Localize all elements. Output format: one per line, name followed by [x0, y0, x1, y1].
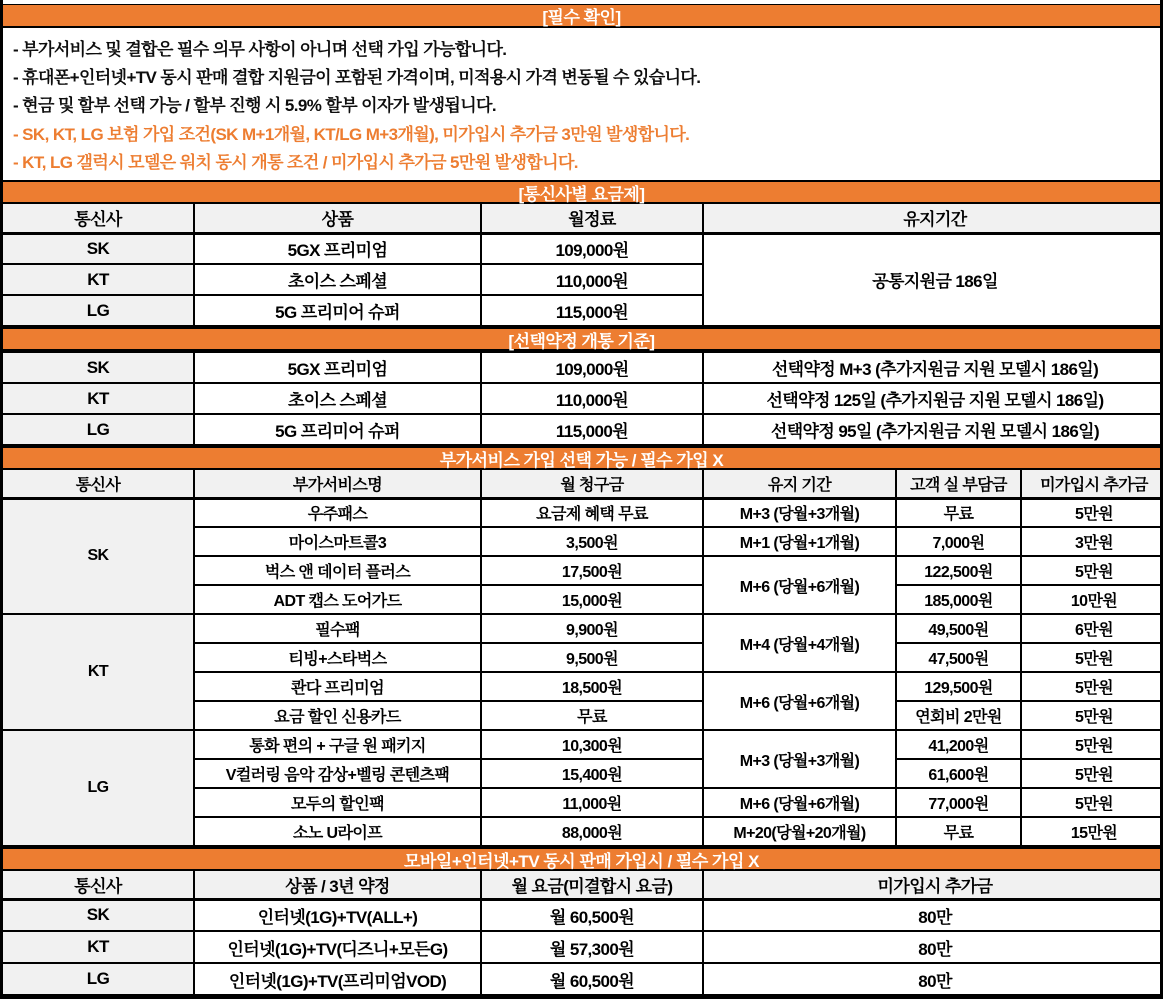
- monthly-fee-cell: 109,000원: [481, 233, 703, 264]
- col-header-service: 부가서비스명: [194, 470, 481, 498]
- product-cell: 초이스 스페셜: [194, 383, 481, 414]
- col-header-retention: 유지기간: [703, 204, 1163, 233]
- penalty-cell: 5만원: [1021, 556, 1163, 585]
- retention-cell: 선택약정 125일 (추가지원금 지원 모델시 186일): [703, 383, 1163, 414]
- service-cell: V컬러링 음악 감상+벨링 콘텐츠팩: [194, 759, 481, 788]
- notice-line-emphasis: - KT, LG 갤럭시 모델은 워치 동시 개통 조건 / 미가입시 추가금 5만원 발생합니다.: [13, 152, 578, 172]
- penalty-cell: 80만: [703, 963, 1163, 995]
- monthly-fee-cell: 110,000원: [481, 383, 703, 414]
- product-cell: 5GX 프리미엄: [194, 352, 481, 383]
- col-header-penalty: 미가입시 추가금: [703, 871, 1163, 899]
- product-cell: 인터넷(1G)+TV(ALL+): [194, 899, 481, 931]
- customer-cost-cell: 47,500원: [896, 643, 1021, 672]
- customer-cost-cell: 41,200원: [896, 730, 1021, 759]
- monthly-cell: 15,000원: [481, 585, 703, 614]
- penalty-cell: 5만원: [1021, 788, 1163, 817]
- monthly-cell: 10,300원: [481, 730, 703, 759]
- penalty-cell: 80만: [703, 931, 1163, 963]
- customer-cost-cell: 7,000원: [896, 527, 1021, 556]
- section-title-carrier-plans: [3, 180, 1160, 204]
- penalty-cell: 15만원: [1021, 817, 1163, 846]
- customer-cost-cell: 185,000원: [896, 585, 1021, 614]
- carrier-cell: KT: [3, 614, 194, 730]
- customer-cost-cell: 49,500원: [896, 614, 1021, 643]
- col-header-carrier: 통신사: [3, 204, 194, 233]
- addons-table: [3, 470, 1163, 847]
- monthly-cell: 88,000원: [481, 817, 703, 846]
- col-header-monthly: 월 청구금: [481, 470, 703, 498]
- section-title-required-notice: [3, 4, 1160, 28]
- table-header-row: [3, 871, 1163, 899]
- product-cell: 5G 프리미어 슈퍼: [194, 414, 481, 445]
- period-cell: M+6 (당월+6개월): [703, 672, 896, 730]
- product-cell: 5G 프리미어 슈퍼: [194, 295, 481, 326]
- carrier-cell: SK: [3, 233, 194, 264]
- monthly-fee-cell: 월 60,500원: [481, 963, 703, 995]
- carrier-cell: KT: [3, 931, 194, 963]
- service-cell: 마이스마트콜3: [194, 527, 481, 556]
- monthly-cell: 무료: [481, 701, 703, 730]
- section-title-text: [필수 확인]: [542, 8, 621, 27]
- service-cell: 필수팩: [194, 614, 481, 643]
- service-cell: 모두의 할인팩: [194, 788, 481, 817]
- service-cell: 요금 할인 신용카드: [194, 701, 481, 730]
- monthly-cell: 15,400원: [481, 759, 703, 788]
- period-cell: M+6 (당월+6개월): [703, 556, 896, 614]
- table-row: [3, 614, 1163, 643]
- carrier-cell: SK: [3, 498, 194, 614]
- notice-line-emphasis: - SK, KT, LG 보험 가입 조건(SK M+1개월, KT/LG M+3개월), 미가입시 추가금 3만원 발생합니다.: [13, 124, 690, 144]
- customer-cost-cell: 77,000원: [896, 788, 1021, 817]
- section-title-text: 모바일+인터넷+TV 동시 판매 가입시 / 필수 가입 X: [404, 851, 759, 871]
- monthly-cell: 9,500원: [481, 643, 703, 672]
- col-header-product: 상품: [194, 204, 481, 233]
- penalty-cell: 10만원: [1021, 585, 1163, 614]
- penalty-cell: 5만원: [1021, 759, 1163, 788]
- retention-cell: 선택약정 95일 (추가지원금 지원 모델시 186일): [703, 414, 1163, 445]
- monthly-cell: 18,500원: [481, 672, 703, 701]
- service-cell: 콴다 프리미엄: [194, 672, 481, 701]
- service-cell: 소노 U라이프: [194, 817, 481, 846]
- col-header-carrier: 통신사: [3, 871, 194, 899]
- period-cell: M+3 (당월+3개월): [703, 730, 896, 788]
- notice-list: [3, 28, 1160, 180]
- monthly-cell: 11,000원: [481, 788, 703, 817]
- col-header-period: 유지 기간: [703, 470, 896, 498]
- customer-cost-cell: 무료: [896, 498, 1021, 527]
- penalty-cell: 3만원: [1021, 527, 1163, 556]
- carrier-cell: KT: [3, 383, 194, 414]
- section-title-bundle: [3, 847, 1160, 871]
- monthly-cell: 요금제 혜택 무료: [481, 498, 703, 527]
- retention-cell: 선택약정 M+3 (추가지원금 지원 모델시 186일): [703, 352, 1163, 383]
- carrier-cell: KT: [3, 264, 194, 295]
- carrier-cell: LG: [3, 414, 194, 445]
- monthly-fee-cell: 115,000원: [481, 414, 703, 445]
- period-cell: M+3 (당월+3개월): [703, 498, 896, 527]
- table-header-row: [3, 204, 1163, 233]
- table-row: [3, 498, 1163, 527]
- notice-line: - 현금 및 할부 선택 가능 / 할부 진행 시 5.9% 할부 이자가 발생됩니다.: [13, 96, 496, 116]
- section-title-text: [선택약정 개통 기준]: [508, 331, 655, 351]
- period-cell: M+1 (당월+1개월): [703, 527, 896, 556]
- carrier-cell: SK: [3, 899, 194, 931]
- table-row: [3, 899, 1163, 931]
- col-header-monthly-fee: 월정료: [481, 204, 703, 233]
- table-row: [3, 730, 1163, 759]
- section-title-text: 부가서비스 가입 선택 가능 / 필수 가입 X: [439, 450, 724, 470]
- col-header-customer-cost: 고객 실 부담금: [896, 470, 1021, 498]
- table-header-row: [3, 470, 1163, 498]
- table-row: [3, 414, 1163, 445]
- penalty-cell: 5만원: [1021, 498, 1163, 527]
- penalty-cell: 5만원: [1021, 643, 1163, 672]
- customer-cost-cell: 연회비 2만원: [896, 701, 1021, 730]
- product-cell: 초이스 스페셜: [194, 264, 481, 295]
- section-title-addons: [3, 446, 1160, 470]
- monthly-fee-cell: 월 60,500원: [481, 899, 703, 931]
- col-header-penalty: 미가입시 추가금: [1021, 470, 1163, 498]
- service-cell: ADT 캡스 도어가드: [194, 585, 481, 614]
- product-cell: 5GX 프리미엄: [194, 233, 481, 264]
- carrier-cell: LG: [3, 295, 194, 326]
- customer-cost-cell: 129,500원: [896, 672, 1021, 701]
- bundle-table: [3, 871, 1163, 996]
- monthly-cell: 17,500원: [481, 556, 703, 585]
- period-cell: M+4 (당월+4개월): [703, 614, 896, 672]
- monthly-fee-cell: 115,000원: [481, 295, 703, 326]
- customer-cost-cell: 122,500원: [896, 556, 1021, 585]
- service-cell: 벅스 앤 데이터 플러스: [194, 556, 481, 585]
- monthly-cell: 3,500원: [481, 527, 703, 556]
- retention-shared-cell: 공통지원금 186일: [703, 233, 1163, 326]
- table-row: [3, 233, 1163, 264]
- product-cell: 인터넷(1G)+TV(프리미엄VOD): [194, 963, 481, 995]
- period-cell: M+6 (당월+6개월): [703, 788, 896, 817]
- customer-cost-cell: 61,600원: [896, 759, 1021, 788]
- monthly-fee-cell: 109,000원: [481, 352, 703, 383]
- product-cell: 인터넷(1G)+TV(디즈니+모든G): [194, 931, 481, 963]
- carrier-plans-table: [3, 204, 1163, 327]
- penalty-cell: 5만원: [1021, 672, 1163, 701]
- carrier-cell: SK: [3, 352, 194, 383]
- monthly-fee-cell: 월 57,300원: [481, 931, 703, 963]
- notice-line: - 부가서비스 및 결합은 필수 의무 사항이 아니며 선택 가입 가능합니다.: [13, 40, 507, 60]
- section-title-select-contract: [3, 327, 1160, 351]
- service-cell: 티빙+스타벅스: [194, 643, 481, 672]
- carrier-cell: LG: [3, 963, 194, 995]
- table-row: [3, 352, 1163, 383]
- table-row: [3, 383, 1163, 414]
- col-header-product: 상품 / 3년 약정: [194, 871, 481, 899]
- monthly-fee-cell: 110,000원: [481, 264, 703, 295]
- notice-line: - 휴대폰+인터넷+TV 동시 판매 결합 지원금이 포함된 가격이며, 미적용시 가격 변동될 수 있습니다.: [13, 68, 701, 88]
- col-header-carrier: 통신사: [3, 470, 194, 498]
- select-contract-table: [3, 351, 1163, 446]
- penalty-cell: 5만원: [1021, 730, 1163, 759]
- customer-cost-cell: 무료: [896, 817, 1021, 846]
- monthly-cell: 9,900원: [481, 614, 703, 643]
- carrier-cell: LG: [3, 730, 194, 846]
- period-cell: M+20(당월+20개월): [703, 817, 896, 846]
- penalty-cell: 6만원: [1021, 614, 1163, 643]
- penalty-cell: 80만: [703, 899, 1163, 931]
- table-row: [3, 963, 1163, 995]
- service-cell: 통화 편의 + 구글 원 패키지: [194, 730, 481, 759]
- section-title-text: [통신사별 요금제]: [518, 184, 645, 204]
- service-cell: 우주패스: [194, 498, 481, 527]
- penalty-cell: 5만원: [1021, 701, 1163, 730]
- col-header-monthly-fee: 월 요금(미결합시 요금): [481, 871, 703, 899]
- table-row: [3, 931, 1163, 963]
